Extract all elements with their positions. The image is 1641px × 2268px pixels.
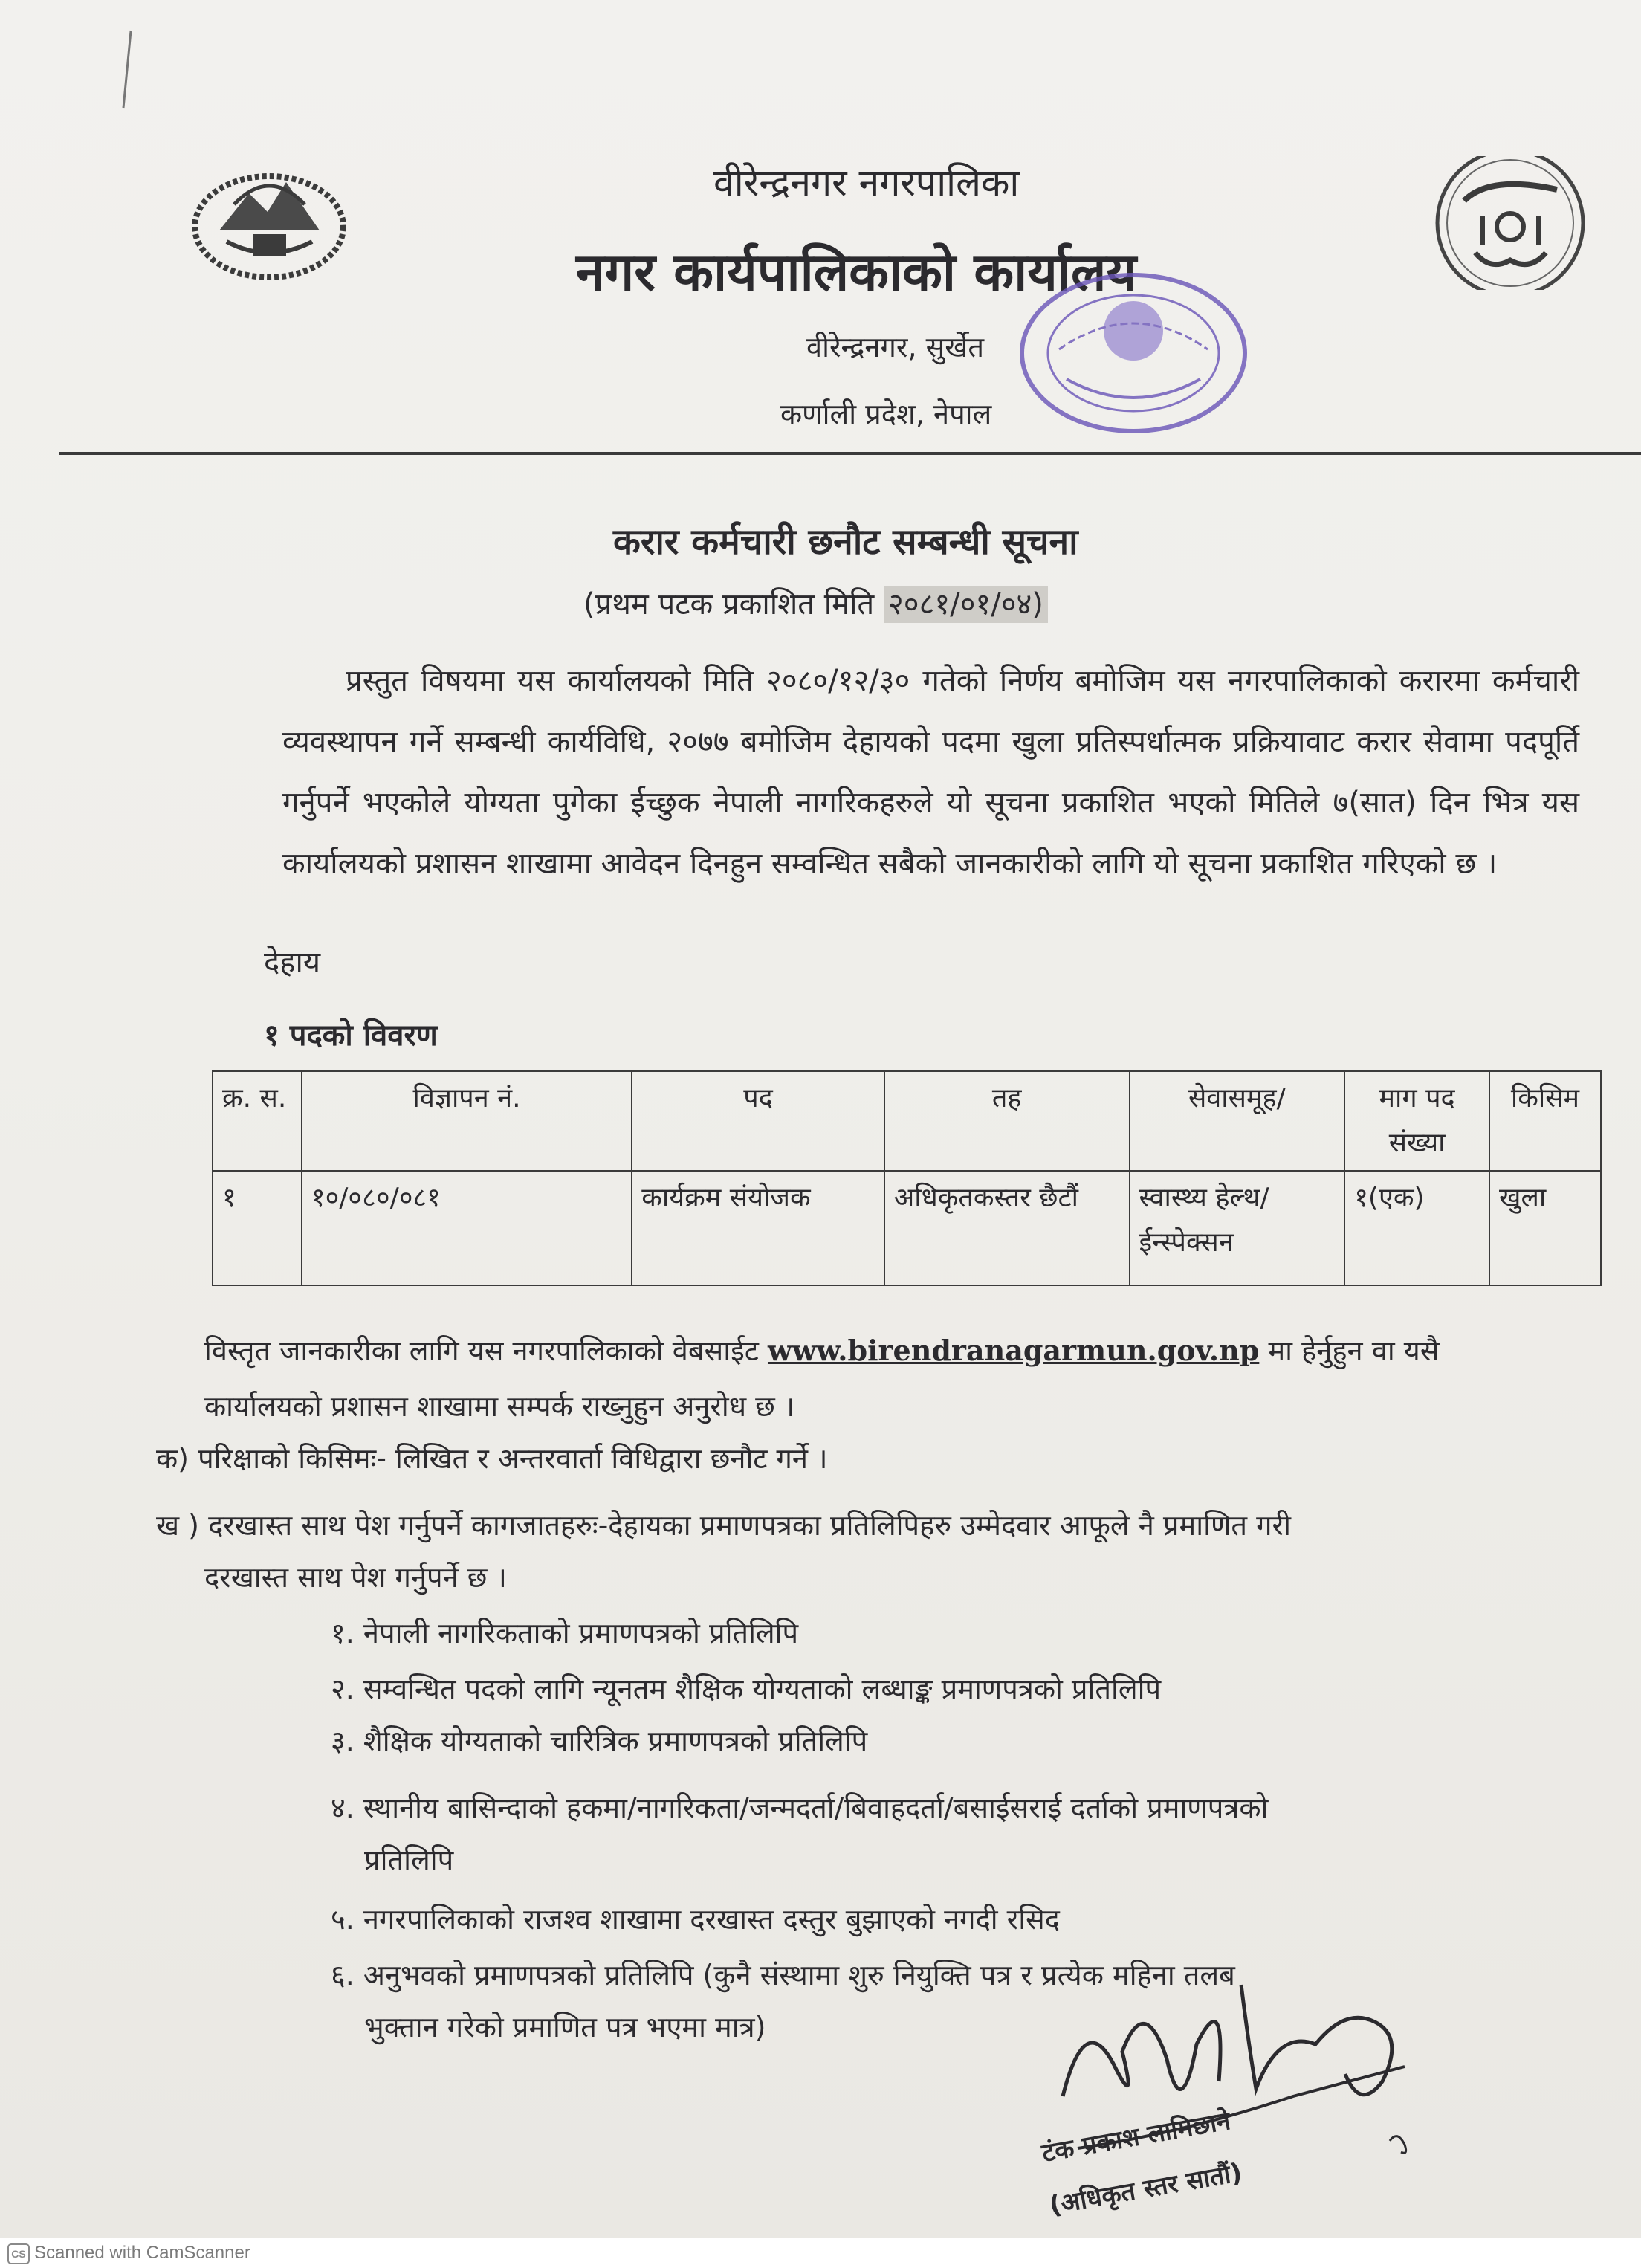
- signatory-name: टंक प्रकाश लामिछाने: [1039, 2105, 1233, 2168]
- table-cell: १(एक): [1344, 1171, 1489, 1285]
- list-item: प्रतिलिपि: [364, 1844, 454, 1876]
- scanner-watermark: Scanned with CamScanner: [34, 2243, 250, 2263]
- table-header: किसिम: [1489, 1071, 1601, 1171]
- list-item: ६. अनुभवको प्रमाणपत्रको प्रतिलिपि (कुनै संस्थामा शुरु नियुक्ति पत्र र प्रत्येक महिना तलब: [331, 1959, 1235, 1991]
- table-cell: खुला: [1489, 1171, 1601, 1285]
- list-item: भुक्तान गरेको प्रमाणित पत्र भएमा मात्र): [364, 2011, 766, 2044]
- list-item: ४. स्थानीय बासिन्दाको हकमा/नागरिकता/जन्मदर्ता/बिवाहदर्ता/बसाईसराई दर्ताको प्रमाणपत्रको: [331, 1792, 1269, 1824]
- table-cell: कार्यक्रम संयोजक: [632, 1171, 884, 1285]
- municipality-logo-icon: [1431, 156, 1590, 290]
- table-cell: स्वास्थ्य हेल्थ/ ईन्स्पेक्सन: [1130, 1171, 1345, 1285]
- address-line-1: वीरेन्द्रनगर, सुर्खेत: [806, 331, 985, 364]
- website-link[interactable]: www.birendranagarmun.gov.np: [767, 1334, 1260, 1367]
- table-header: पद: [632, 1071, 884, 1171]
- nepal-emblem-icon: [190, 160, 349, 282]
- table-header: तह: [884, 1071, 1130, 1171]
- municipality-name: वीरेन्द्रनगर नगरपालिका: [713, 161, 1020, 204]
- header-divider: [59, 452, 1641, 455]
- info-suffix: मा हेर्नुहुन वा यसै: [1268, 1334, 1440, 1367]
- list-item: ५. नगरपालिकाको राजश्व शाखामा दरखास्त दस्तुर बुझाएको नगदी रसिद: [331, 1903, 1060, 1936]
- signatory-designation: (अधिकृत स्तर सातौं): [1046, 2157, 1245, 2221]
- list-item: २. सम्वन्धित पदको लागि न्यूनतम शैक्षिक योग्यताको लब्धाङ्क प्रमाणपत्रको प्रतिलिपि: [331, 1673, 1162, 1705]
- info-line-1: [204, 1331, 1439, 1369]
- table-row: [213, 1171, 1601, 1285]
- table-header: क्र. स.: [213, 1071, 302, 1171]
- info-prefix: विस्तृत जानकारीका लागि यस नगरपालिकाको वेबसाईट: [204, 1334, 759, 1367]
- section-title: १ पदको विवरण: [264, 1018, 438, 1053]
- table-header: सेवासमूह/: [1130, 1071, 1345, 1171]
- list-item: ३. शैक्षिक योग्यताको चारित्रिक प्रमाणपत्रको प्रतिलिपि: [331, 1725, 868, 1757]
- post-details-table: [212, 1070, 1602, 1286]
- table-header-row: [213, 1071, 1601, 1171]
- address-line-2: कर्णाली प्रदेश, नेपाल: [780, 398, 992, 430]
- subtitle-prefix: (प्रथम पटक प्रकाशित मिति: [583, 587, 875, 621]
- notice-title: करार कर्मचारी छनौट सम्बन्धी सूचना: [613, 521, 1078, 563]
- required-docs-intro-2: दरखास्त साथ पेश गर्नुपर्ने छ ।: [204, 1561, 507, 1594]
- office-stamp-icon: [1014, 268, 1252, 446]
- exam-type: क) परिक्षाको किसिमः- लिखित र अन्तरवार्ता विधिद्वारा छनौट गर्ने ।: [156, 1442, 828, 1475]
- scan-footer: [0, 2238, 1641, 2268]
- camscanner-icon: CS: [7, 2243, 30, 2264]
- table-cell: १: [213, 1171, 302, 1285]
- notice-subtitle: [583, 582, 1048, 623]
- required-docs-intro: ख ) दरखास्त साथ पेश गर्नुपर्ने कागजातहरुः-देहायका प्रमाणपत्रका प्रतिलिपिहरु उम्मेदवार आफूले नै प्रमाणित गरी: [156, 1509, 1291, 1542]
- table-cell: १०/०८०/०८१: [302, 1171, 632, 1285]
- list-item: १. नेपाली नागरिकताको प्रमाणपत्रको प्रतिलिपि: [331, 1617, 799, 1650]
- dehay-label: देहाय: [264, 946, 321, 980]
- table-header: विज्ञापन नं.: [302, 1071, 632, 1171]
- table-header: माग पद संख्या: [1344, 1071, 1489, 1171]
- table-cell: अधिकृतकस्तर छैटौं: [884, 1171, 1130, 1285]
- publish-date: २०८१/०१/०४): [884, 586, 1048, 623]
- info-line-2: कार्यालयको प्रशासन शाखामा सम्पर्क राख्नुहुन अनुरोध छ ।: [204, 1390, 795, 1423]
- notice-paragraph: [282, 650, 1579, 894]
- pen-mark: [119, 30, 134, 112]
- office-name: नगर कार्यपालिकाको कार्यालय: [576, 242, 1137, 303]
- paragraph-text: प्रस्तुत विषयमा यस कार्यालयको मिति २०८०/१२/३० गतेको निर्णय बमोजिम यस नगरपालिकाको करारमा कर्मचारी व्यवस्थापन गर्ने सम्बन्धी कार्यविधि, २०७७ बमोजिम देहायको पदमा खुला प्रतिस्पर्धात्मक प्रक्रियावाट करार सेवामा पदपूर्ति गर्नुपर्ने भएकोले योग्यता पुगेका ईच्छुक नेपाली नागरिकहरुले यो सूचना प्रकाशित भएको मितिले ७(सात) दिन भित्र यस कार्यालयको प्रशासन शाखामा आवेदन दिनहुन सम्वन्धित सबैको जानकारीको लागि यो सूचना प्रकाशित गरिएको छ ।: [282, 664, 1579, 881]
